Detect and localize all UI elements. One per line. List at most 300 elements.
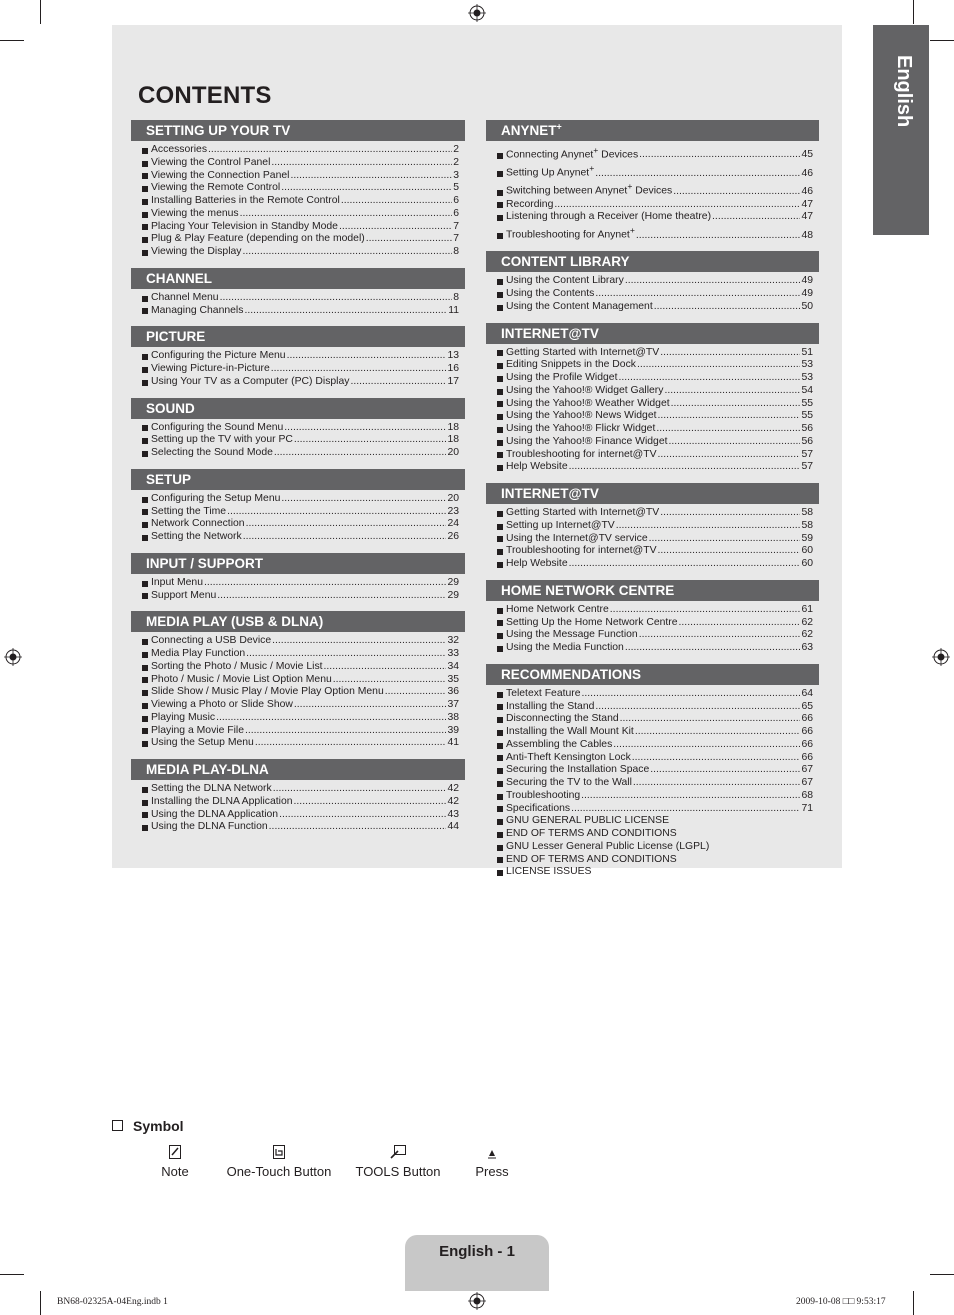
dot-leader xyxy=(632,752,801,765)
date-slug: 2009-10-08 □□ 9:53:17 xyxy=(796,1297,886,1307)
section-heading: INTERNET@TV xyxy=(486,483,819,504)
toc-entry[interactable] xyxy=(142,635,459,648)
bullet-square-icon xyxy=(497,692,503,698)
toc-entry[interactable] xyxy=(497,604,813,617)
toc-entry-page: 24 xyxy=(447,518,459,530)
toc-entry[interactable] xyxy=(142,809,459,822)
toc-entry[interactable] xyxy=(497,752,813,765)
toc-entry-page: 17 xyxy=(447,375,459,387)
bullet-square-icon xyxy=(497,427,503,433)
toc-entry[interactable] xyxy=(497,617,813,630)
toc-entry-label: GNU GENERAL PUBLIC LICENSE xyxy=(506,815,670,827)
crop-mark xyxy=(40,1291,41,1315)
toc-entry[interactable] xyxy=(142,648,459,661)
bullet-square-icon xyxy=(497,171,503,177)
toc-items xyxy=(131,632,465,750)
bullet-square-icon xyxy=(142,354,148,360)
toc-entry-label: Getting Started with Internet@TV xyxy=(506,346,660,358)
bullet-square-icon xyxy=(142,652,148,658)
toc-entry[interactable] xyxy=(142,531,459,544)
toc-entry-label: Using the DLNA Function xyxy=(151,821,268,833)
toc-entry-label: Using the DLNA Application xyxy=(151,808,279,820)
toc-entry-label: Using the Yahoo!® Flickr Widget xyxy=(506,423,656,435)
bullet-square-icon xyxy=(497,305,503,311)
toc-entry[interactable] xyxy=(497,713,813,726)
toc-entry-page: 39 xyxy=(447,724,459,736)
toc-entry[interactable] xyxy=(142,674,459,687)
toc-entry[interactable] xyxy=(142,518,459,531)
toc-entry-page: 62 xyxy=(801,616,813,628)
toc-entry[interactable] xyxy=(497,385,813,398)
section-heading: SETUP xyxy=(131,469,465,490)
toc-entry[interactable] xyxy=(497,199,813,212)
toc-entry[interactable] xyxy=(497,790,813,803)
toc-entry-page: 49 xyxy=(801,288,813,300)
toc-entry-label: Slide Show / Music Play / Movie Play Option Menu xyxy=(151,686,384,698)
toc-entry[interactable] xyxy=(142,422,459,435)
dot-leader xyxy=(620,713,801,726)
toc-section xyxy=(131,268,465,318)
toc-entry-page: 67 xyxy=(801,777,813,789)
toc-entry-label: Channel Menu xyxy=(151,291,219,303)
section-heading: ANYNET+ xyxy=(486,120,819,141)
toc-entry[interactable] xyxy=(497,162,813,180)
toc-entry[interactable] xyxy=(497,764,813,777)
bullet-square-icon xyxy=(497,202,503,208)
toc-entry[interactable] xyxy=(497,545,813,558)
dot-leader xyxy=(366,233,453,246)
toc-entry-page: 18 xyxy=(447,434,459,446)
toc-entry[interactable] xyxy=(497,507,813,520)
toc-entry-page: 66 xyxy=(801,751,813,763)
bullet-square-icon xyxy=(142,825,148,831)
symbol-press-label: Press xyxy=(475,1164,509,1179)
language-tab-label: English xyxy=(893,55,915,128)
toc-entry[interactable] xyxy=(142,686,459,699)
dot-leader xyxy=(269,821,447,834)
toc-entry-label: Network Connection xyxy=(151,518,245,530)
dot-leader xyxy=(281,493,446,506)
toc-entry[interactable] xyxy=(497,144,813,162)
dot-leader xyxy=(243,531,447,544)
toc-entry-page: 13 xyxy=(447,350,459,362)
bullet-square-icon xyxy=(142,535,148,541)
toc-entry[interactable] xyxy=(497,815,813,828)
bullet-square-icon xyxy=(142,581,148,587)
toc-entry-label: Managing Channels xyxy=(151,304,244,316)
bullet-square-icon xyxy=(497,857,503,863)
bullet-square-icon xyxy=(497,440,503,446)
bullet-square-icon xyxy=(497,743,503,749)
bullet-square-icon xyxy=(142,250,148,256)
toc-section xyxy=(131,611,465,750)
dot-leader xyxy=(639,149,800,162)
bullet-square-icon xyxy=(142,812,148,818)
toc-entry-page: 8 xyxy=(453,291,459,303)
toc-entry[interactable] xyxy=(142,434,459,447)
dot-leader xyxy=(658,410,801,423)
toc-entry[interactable] xyxy=(497,688,813,701)
toc-entry-label: Installing the Stand xyxy=(506,700,595,712)
page-number: English - 1 xyxy=(439,1243,515,1260)
toc-entry[interactable] xyxy=(497,642,813,655)
bullet-square-icon xyxy=(142,497,148,503)
toc-entry-label: Using the Yahoo!® Widget Gallery xyxy=(506,384,664,396)
toc-entry-page: 29 xyxy=(447,576,459,588)
toc-section xyxy=(486,251,819,313)
toc-entry[interactable] xyxy=(142,783,459,796)
toc-entry-page: 32 xyxy=(447,635,459,647)
toc-entry-page: 47 xyxy=(801,198,813,210)
bullet-square-icon xyxy=(142,237,148,243)
toc-entry-page: 51 xyxy=(801,346,813,358)
toc-entry[interactable] xyxy=(497,211,813,224)
toc-entry[interactable] xyxy=(142,305,459,318)
toc-entry-label: Using the Message Function xyxy=(506,629,638,641)
bullet-square-icon xyxy=(497,755,503,761)
bullet-square-icon xyxy=(497,562,503,568)
dot-leader xyxy=(679,617,801,630)
dot-leader xyxy=(654,301,801,314)
bullet-square-icon xyxy=(497,717,503,723)
dot-leader xyxy=(613,739,800,752)
dot-leader xyxy=(245,725,446,738)
toc-entry-page: 58 xyxy=(801,519,813,531)
dot-leader xyxy=(284,422,446,435)
toc-section xyxy=(131,326,465,388)
registration-mark-icon xyxy=(468,1292,486,1310)
toc-entry-label: Accessories xyxy=(151,144,208,155)
toc-entry[interactable] xyxy=(142,144,459,157)
toc-entry-label: LICENSE ISSUES xyxy=(506,866,592,878)
toc-entry[interactable] xyxy=(497,828,813,841)
toc-entry[interactable] xyxy=(142,577,459,590)
bullet-square-icon xyxy=(142,665,148,671)
toc-entry[interactable] xyxy=(497,803,813,816)
toc-entry[interactable] xyxy=(497,841,813,854)
language-tab[interactable] xyxy=(873,25,929,235)
dot-leader xyxy=(227,506,446,519)
toc-entry[interactable] xyxy=(497,347,813,360)
registration-mark-icon xyxy=(4,648,22,666)
bullet-square-icon xyxy=(497,524,503,530)
toc-entry-label: Setting the Network xyxy=(151,531,242,542)
toc-entry-page: 2 xyxy=(453,144,459,155)
bullet-square-icon xyxy=(142,148,148,154)
toc-entry-label: Using the Content Library xyxy=(506,275,624,287)
toc-entry-page: 60 xyxy=(801,558,813,570)
toc-entry[interactable] xyxy=(142,821,459,834)
toc-entry-page: 26 xyxy=(447,531,459,542)
toc-entry[interactable] xyxy=(142,590,459,603)
toc-section xyxy=(486,664,819,879)
toc-entry-page: 44 xyxy=(447,821,459,833)
dot-leader xyxy=(571,803,800,816)
bullet-square-icon xyxy=(142,173,148,179)
toc-entry-label: Using the Contents xyxy=(506,288,595,300)
toc-entry[interactable] xyxy=(497,436,813,449)
toc-entry-page: 23 xyxy=(447,505,459,517)
dot-leader xyxy=(339,221,452,234)
toc-entry[interactable] xyxy=(497,301,813,314)
section-heading: RECOMMENDATIONS xyxy=(486,664,819,685)
toc-entry[interactable] xyxy=(142,725,459,738)
bullet-square-icon xyxy=(142,716,148,722)
dot-leader xyxy=(287,350,447,363)
toc-entry[interactable] xyxy=(142,363,459,376)
dot-leader xyxy=(244,305,447,318)
toc-section xyxy=(486,323,819,475)
toc-entry[interactable] xyxy=(497,359,813,372)
press-icon xyxy=(487,1145,497,1159)
toc-entry-label: Selecting the Sound Mode xyxy=(151,447,273,458)
toc-entry-label: Getting Started with Internet@TV xyxy=(506,507,660,519)
toc-entry[interactable] xyxy=(142,661,459,674)
toc-entry[interactable] xyxy=(497,520,813,533)
toc-entry-page: 61 xyxy=(801,603,813,615)
dot-leader xyxy=(636,230,801,243)
dot-leader xyxy=(246,518,447,531)
bullet-square-icon xyxy=(142,593,148,599)
toc-entry-label: Using the Profile Widget xyxy=(506,372,618,384)
toc-entry-page: 53 xyxy=(801,372,813,384)
toc-entry-label: Viewing the menus xyxy=(151,207,239,219)
toc-entry[interactable] xyxy=(497,180,813,198)
toc-entry[interactable] xyxy=(142,712,459,725)
dot-leader xyxy=(569,461,801,474)
toc-entry-page: 58 xyxy=(801,507,813,519)
dot-leader xyxy=(246,648,446,661)
toc-entry-label: Setting Up the Home Network Centre xyxy=(506,616,678,628)
toc-entry-page: 45 xyxy=(801,149,813,161)
symbol-tools xyxy=(352,1142,444,1179)
section-heading: MEDIA PLAY-DLNA xyxy=(131,759,465,780)
toc-entry-label: Configuring the Setup Menu xyxy=(151,492,281,504)
toc-entry-page: 33 xyxy=(447,648,459,659)
bullet-square-icon xyxy=(497,620,503,626)
dot-leader xyxy=(240,208,453,221)
registration-mark-icon xyxy=(932,648,950,666)
toc-entry-label: Playing Music xyxy=(151,711,216,723)
toc-entry[interactable] xyxy=(142,796,459,809)
toc-entry-label: Using the Yahoo!® Weather Widget xyxy=(506,397,670,409)
toc-entry-label: Using the Content Management xyxy=(506,300,653,312)
toc-entry[interactable] xyxy=(497,224,813,242)
toc-entry[interactable] xyxy=(142,208,459,221)
dot-leader xyxy=(616,520,801,533)
toc-entry[interactable] xyxy=(497,854,813,867)
toc-entry-page: 41 xyxy=(447,737,459,749)
dot-leader xyxy=(341,195,452,208)
toc-entry-label: Viewing the Control Panel xyxy=(151,156,271,168)
toc-entry-label: Placing Your Television in Standby Mode xyxy=(151,220,338,232)
toc-entry[interactable] xyxy=(497,533,813,546)
dot-leader xyxy=(273,783,447,796)
toc-items xyxy=(486,344,819,475)
toc-entry-page: 6 xyxy=(453,195,459,206)
toc-entry-page: 5 xyxy=(453,182,459,194)
toc-items xyxy=(131,289,465,318)
toc-entry-label: Connecting Anynet+ Devices xyxy=(506,145,639,161)
toc-entry-label: Using the Setup Menu xyxy=(151,737,254,749)
bullet-square-icon xyxy=(142,308,148,314)
dot-leader xyxy=(385,686,447,699)
file-slug: BN68-02325A-04Eng.indb 1 xyxy=(57,1297,168,1307)
dot-leader xyxy=(639,629,801,642)
dot-leader xyxy=(294,796,447,809)
toc-entry[interactable] xyxy=(142,506,459,519)
toc-entry-page: 55 xyxy=(801,410,813,422)
dot-leader xyxy=(712,211,800,224)
bullet-square-icon xyxy=(497,401,503,407)
toc-entry[interactable] xyxy=(497,275,813,288)
toc-entry[interactable] xyxy=(497,423,813,436)
dot-leader xyxy=(554,199,800,212)
toc-entry-page: 62 xyxy=(801,629,813,641)
dot-leader xyxy=(220,292,453,305)
crop-mark xyxy=(0,1274,24,1275)
toc-entry-label: Anti-Theft Kensington Lock xyxy=(506,751,631,763)
symbol-one-touch xyxy=(224,1142,334,1179)
toc-entry-page: 68 xyxy=(801,789,813,801)
toc-entry-page: 56 xyxy=(801,435,813,447)
toc-entry-label: Specifications xyxy=(506,802,571,814)
toc-entry[interactable] xyxy=(497,701,813,714)
toc-entry-label: Troubleshooting for internet@TV xyxy=(506,448,657,460)
toc-items xyxy=(131,490,465,544)
crop-mark xyxy=(913,1291,914,1315)
toc-entry-label: Recording xyxy=(506,198,554,210)
symbol-tools-label: TOOLS Button xyxy=(355,1164,441,1179)
toc-right-column xyxy=(486,120,819,888)
symbol-heading-label: Symbol xyxy=(133,1118,184,1134)
bullet-square-icon xyxy=(497,704,503,710)
bullet-square-icon xyxy=(497,819,503,825)
bullet-square-icon xyxy=(497,414,503,420)
dot-leader xyxy=(569,558,801,571)
bullet-square-icon xyxy=(497,292,503,298)
toc-entry[interactable] xyxy=(497,410,813,423)
toc-entry-page: 57 xyxy=(801,461,813,473)
toc-entry[interactable] xyxy=(497,288,813,301)
toc-entry[interactable] xyxy=(497,398,813,411)
toc-section xyxy=(131,759,465,834)
toc-items xyxy=(131,780,465,834)
dot-leader xyxy=(279,809,446,822)
dot-leader xyxy=(290,170,452,183)
toc-entry-label: Installing the Wall Mount Kit xyxy=(506,726,634,738)
toc-entry-page: 57 xyxy=(801,448,813,460)
toc-entry[interactable] xyxy=(497,726,813,739)
bullet-square-icon xyxy=(142,199,148,205)
toc-entry[interactable] xyxy=(142,493,459,506)
bullet-square-icon xyxy=(142,787,148,793)
toc-entry[interactable] xyxy=(142,292,459,305)
toc-entry-page: 6 xyxy=(453,207,459,219)
toc-entry-page: 56 xyxy=(801,423,813,435)
bullet-square-icon xyxy=(497,646,503,652)
dot-leader xyxy=(204,577,446,590)
toc-entry[interactable] xyxy=(142,737,459,750)
toc-entry-label: Help Website xyxy=(506,461,568,473)
toc-entry-page: 20 xyxy=(447,492,459,504)
toc-entry-label: Viewing Picture-in-Picture xyxy=(151,363,270,374)
toc-entry-label: Viewing the Display xyxy=(151,246,242,257)
toc-entry[interactable] xyxy=(142,221,459,234)
toc-entry-label: Setting the Time xyxy=(151,505,227,517)
toc-entry[interactable] xyxy=(142,246,459,259)
dot-leader xyxy=(671,398,801,411)
toc-entry-page: 50 xyxy=(801,300,813,312)
bullet-square-icon xyxy=(142,438,148,444)
toc-entry[interactable] xyxy=(497,739,813,752)
dot-leader xyxy=(294,699,447,712)
toc-entry[interactable] xyxy=(142,350,459,363)
bullet-square-icon xyxy=(497,511,503,517)
bullet-square-icon xyxy=(497,452,503,458)
toc-entry[interactable] xyxy=(497,629,813,642)
toc-entry[interactable] xyxy=(142,699,459,712)
section-heading: SETTING UP YOUR TV xyxy=(131,120,465,141)
bullet-square-icon xyxy=(142,677,148,683)
toc-entry-page: 65 xyxy=(801,700,813,712)
dot-leader xyxy=(618,372,800,385)
dot-leader xyxy=(217,590,446,603)
toc-entry[interactable] xyxy=(142,157,459,170)
page-title: CONTENTS xyxy=(138,82,272,109)
bullet-square-icon xyxy=(142,451,148,457)
toc-entry[interactable] xyxy=(142,233,459,246)
bullet-square-icon xyxy=(497,806,503,812)
toc-entry[interactable] xyxy=(142,195,459,208)
dot-leader xyxy=(271,363,447,376)
toc-entry-page: 59 xyxy=(801,532,813,544)
symbol-heading xyxy=(112,1118,184,1134)
tools-icon xyxy=(390,1145,406,1159)
toc-entry[interactable] xyxy=(497,449,813,462)
toc-entry-label: Listening through a Receiver (Home theatre) xyxy=(506,211,712,223)
toc-entry-label: Input Menu xyxy=(151,576,203,588)
toc-entry[interactable] xyxy=(142,170,459,183)
bullet-square-icon xyxy=(497,536,503,542)
toc-entry[interactable] xyxy=(142,447,459,460)
toc-entry[interactable] xyxy=(497,372,813,385)
bullet-square-icon xyxy=(497,730,503,736)
toc-items xyxy=(486,685,819,879)
toc-entry-page: 38 xyxy=(447,711,459,723)
toc-entry[interactable] xyxy=(497,866,813,879)
bullet-square-icon xyxy=(142,728,148,734)
bullet-square-icon xyxy=(497,350,503,356)
symbol-note xyxy=(148,1142,202,1179)
bullet-square-icon xyxy=(142,296,148,302)
toc-entry[interactable] xyxy=(497,558,813,571)
toc-items xyxy=(131,419,465,460)
toc-entry[interactable] xyxy=(497,777,813,790)
toc-entry[interactable] xyxy=(497,461,813,474)
section-heading: MEDIA PLAY (USB & DLNA) xyxy=(131,611,465,632)
toc-entry-label: Viewing a Photo or Slide Show xyxy=(151,699,293,710)
toc-entry-label: Assembling the Cables xyxy=(506,738,613,750)
dot-leader xyxy=(673,186,800,199)
dot-leader xyxy=(274,447,447,460)
section-heading: CONTENT LIBRARY xyxy=(486,251,819,272)
bullet-square-icon xyxy=(142,690,148,696)
toc-entry[interactable] xyxy=(142,376,459,389)
dot-leader xyxy=(333,674,447,687)
toc-entry[interactable] xyxy=(142,182,459,195)
one-touch-icon xyxy=(273,1145,285,1159)
